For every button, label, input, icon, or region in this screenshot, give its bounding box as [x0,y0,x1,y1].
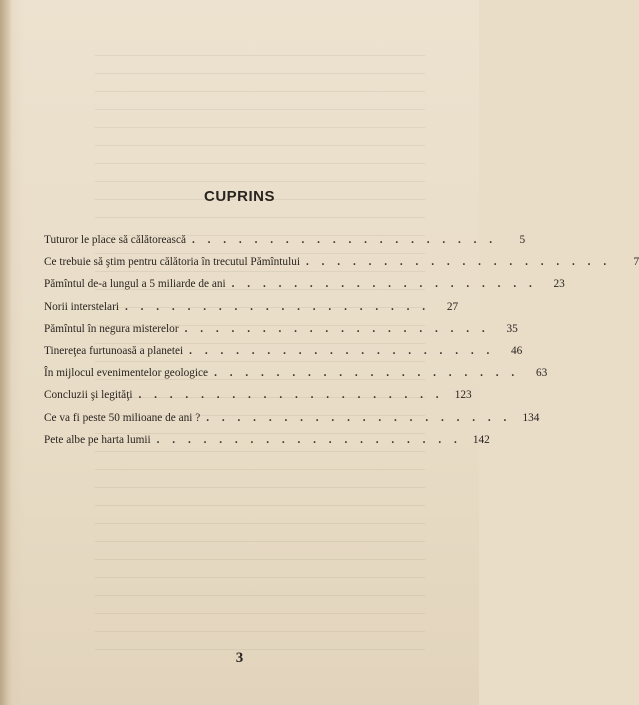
toc-leader-dots: . . . . . . . . . . . . . . . . . . . . [191,234,498,246]
toc-entry-title: Concluzii şi legităţi [44,389,133,402]
page-spine-shadow [0,0,12,705]
toc-leader-dots: . . . . . . . . . . . . . . . . . . . . [184,322,490,335]
toc-entry-title: În mijlocul evenimentelor geologice [44,367,209,380]
toc-entry-page: 23 [553,278,565,291]
toc-entry-page: 5 [519,234,526,246]
toc-entry-title: Ce va fi peste 50 milioane de ani ? [44,411,201,424]
toc-entry-title: Pămîntul de-a lungul a 5 miliarde de ani [44,278,226,291]
toc-entry-title: Norii interstelari [44,300,119,313]
toc-leader-dots: . . . . . . . . . . . . . . . . . . . . [138,389,444,402]
toc-entry [44,229,526,251]
toc-leader-dots: . . . . . . . . . . . . . . . . . . . . [214,367,520,380]
toc-leader-dots: . . . . . . . . . . . . . . . . . . . . [189,344,495,357]
page-number: 3 [235,650,244,666]
toc-entry-page: 46 [511,344,523,357]
toc-entry [44,362,548,384]
toc-entry [44,429,490,451]
toc-entry [44,340,523,362]
toc-entry [44,296,459,318]
toc-entry [44,318,518,340]
toc-leader-dots: . . . . . . . . . . . . . . . . . . . . [206,411,512,424]
table-of-contents [44,229,639,451]
toc-entry [44,407,540,429]
toc-leader-dots: . . . . . . . . . . . . . . . . . . . . [156,433,462,446]
toc-entry-page: 7 [633,256,639,269]
toc-entry-page: 134 [522,411,540,424]
toc-leader-dots: . . . . . . . . . . . . . . . . . . . . [306,256,612,269]
toc-entry [44,273,565,295]
toc-entry-page: 27 [446,300,459,313]
toc-entry-page: 63 [535,367,548,380]
toc-entry-page: 142 [472,433,490,446]
toc-entry-title: Tuturor le place să călătorească [44,234,186,246]
toc-entry-title: Tinereţea furtunoasă a planetei [44,344,184,357]
toc-entry-page: 35 [506,322,518,335]
toc-entry-title: Ce trebuie să ştim pentru călătoria în trecutul Pămîntului [44,256,300,269]
toc-entry [44,251,639,273]
toc-entry [44,384,472,406]
toc-entry-title: Pete albe pe harta lumii [44,433,151,446]
contents-heading: CUPRINS [203,188,275,205]
toc-leader-dots: . . . . . . . . . . . . . . . . . . . . [124,300,431,313]
toc-entry-title: Pămîntul în negura misterelor [44,322,179,335]
toc-entry-page: 123 [454,389,472,402]
toc-leader-dots: . . . . . . . . . . . . . . . . . . . . [231,278,537,291]
